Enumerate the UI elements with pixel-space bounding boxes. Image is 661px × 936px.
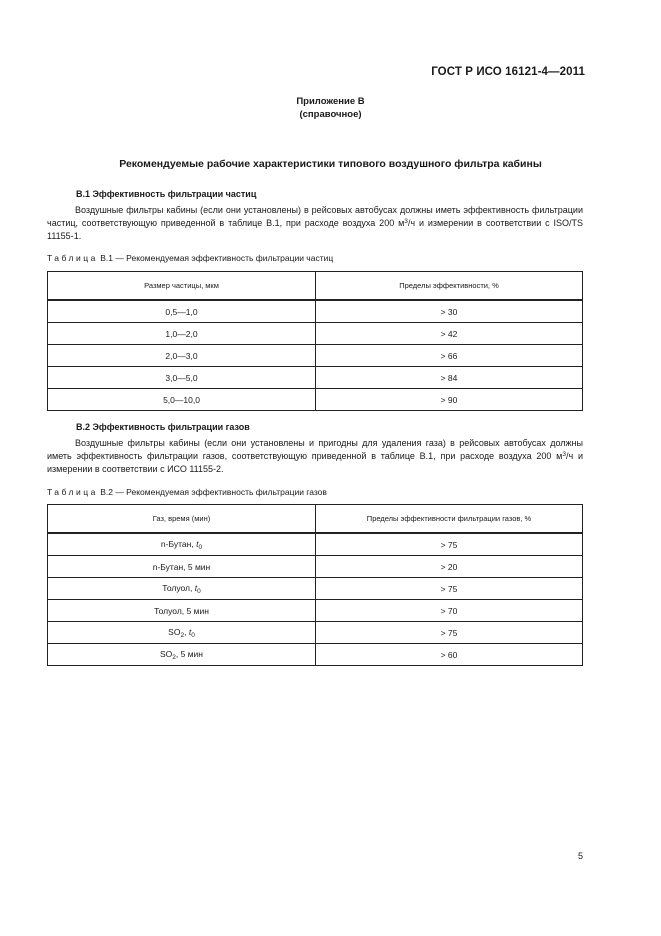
gas-name-rest: , — [184, 626, 189, 637]
table-row — [48, 389, 583, 411]
table-cell: > 60 — [316, 644, 583, 666]
section-b2-superscript: 3 — [562, 450, 566, 458]
table-cell: > 20 — [316, 556, 583, 578]
gas-time-symbol: t — [196, 538, 199, 549]
table-b1-caption-prefix: Таблица — [47, 253, 98, 263]
gas-formula-subscript: 2 — [172, 653, 176, 661]
table-row — [48, 644, 583, 666]
table-b2-caption — [47, 487, 327, 497]
table-cell: 5,0—10,0 — [48, 389, 316, 411]
gas-time-symbol: t — [188, 626, 192, 637]
table-cell: > 75 — [316, 622, 583, 644]
section-b1-paragraph — [47, 204, 583, 242]
table-row — [48, 345, 583, 367]
table-row — [48, 578, 583, 600]
document-id-header: ГОСТ Р ИСО 16121-4—2011 — [431, 66, 585, 78]
table-cell — [48, 556, 316, 578]
gas-name: SO — [159, 648, 173, 659]
gas-name: n-Бутан, 5 мин — [152, 561, 211, 572]
gas-time-subscript: 0 — [191, 631, 195, 639]
gas-formula-subscript: 2 — [180, 631, 185, 639]
table-cell — [48, 578, 316, 600]
gas-name: n-Бутан, — [160, 538, 197, 549]
table-cell — [48, 533, 316, 556]
table-cell: > 90 — [316, 389, 583, 411]
table-b1-caption-text: В.1 — Рекомендуемая эффективность фильтрации частиц — [100, 253, 334, 263]
table-cell — [48, 622, 316, 644]
table-b1-header-row — [48, 272, 583, 301]
table-cell: > 84 — [316, 367, 583, 389]
appendix-subtitle: (справочное) — [299, 109, 362, 120]
table-cell: 1,0—2,0 — [48, 323, 316, 345]
table-cell: 0,5—1,0 — [48, 300, 316, 323]
table-b1-caption — [47, 253, 333, 263]
section-b2-heading: В.2 Эффективность фильтрации газов — [76, 422, 250, 432]
table-b1-col-efficiency: Пределы эффективности, % — [316, 272, 583, 301]
table-cell: > 30 — [316, 300, 583, 323]
section-b1-superscript: 3 — [404, 217, 408, 225]
page-title: Рекомендуемые рабочие характеристики типового воздушного фильтра кабины — [119, 158, 542, 170]
table-cell: > 42 — [316, 323, 583, 345]
gas-time-subscript: 0 — [197, 587, 201, 595]
gas-name-rest: , 5 мин — [175, 648, 203, 659]
table-b2-col-gas: Газ, время (мин) — [48, 505, 316, 534]
table-row — [48, 323, 583, 345]
table-b2 — [47, 504, 583, 666]
table-row — [48, 367, 583, 389]
gas-time-symbol: t — [194, 582, 198, 593]
table-b2-header-row — [48, 505, 583, 534]
table-cell — [48, 600, 316, 622]
section-b1-text-b: /ч и измерении в соответствии с ISO/TS 11155-1. — [47, 217, 583, 241]
section-b1-heading: В.1 Эффективность фильтрации частиц — [76, 189, 257, 199]
table-cell: > 66 — [316, 345, 583, 367]
appendix-title: Приложение В — [296, 96, 365, 107]
table-b1-col-size: Размер частицы, мкм — [48, 272, 316, 301]
table-cell: 3,0—5,0 — [48, 367, 316, 389]
section-b2-paragraph — [47, 437, 583, 475]
table-b2-caption-prefix: Таблица — [47, 487, 98, 497]
table-cell: > 75 — [316, 533, 583, 556]
gas-time-subscript: 0 — [198, 543, 203, 551]
table-b2-col-efficiency: Пределы эффективности фильтрации газов, % — [316, 505, 583, 534]
table-row — [48, 622, 583, 644]
table-cell: 2,0—3,0 — [48, 345, 316, 367]
table-b1 — [47, 271, 583, 411]
table-row — [48, 556, 583, 578]
gas-name: SO — [168, 626, 181, 637]
appendix-heading — [0, 95, 661, 121]
table-row — [48, 600, 583, 622]
section-b2-text-a: Воздушные фильтры кабины (если они установлены и пригодны для удаления газа) в рейсовых автобусах должны иметь эффективность фильтрации газов, соответствующую приведенной в таблице В.1, при расходе воздуха 200 м — [47, 438, 583, 461]
section-b2-text-b: /ч и измерении в соответствии с ИСО 11155-2. — [47, 450, 584, 474]
table-row — [48, 300, 583, 323]
gas-name: Толуол, 5 мин — [154, 605, 209, 616]
table-b2-caption-text: В.2 — Рекомендуемая эффективность фильтрации газов — [100, 487, 327, 497]
table-cell: > 75 — [316, 578, 583, 600]
gas-name: Толуол, — [162, 582, 195, 593]
table-cell — [48, 644, 316, 666]
table-cell: > 70 — [316, 600, 583, 622]
page-number: 5 — [577, 851, 583, 861]
section-b1-text-a: Воздушные фильтры кабины (если они установлены) в рейсовых автобусах должны иметь эффективность фильтрации частиц, соответствующую приведенной в таблице В.1, при расходе воздуха 200 м — [47, 205, 583, 228]
table-row — [48, 533, 583, 556]
